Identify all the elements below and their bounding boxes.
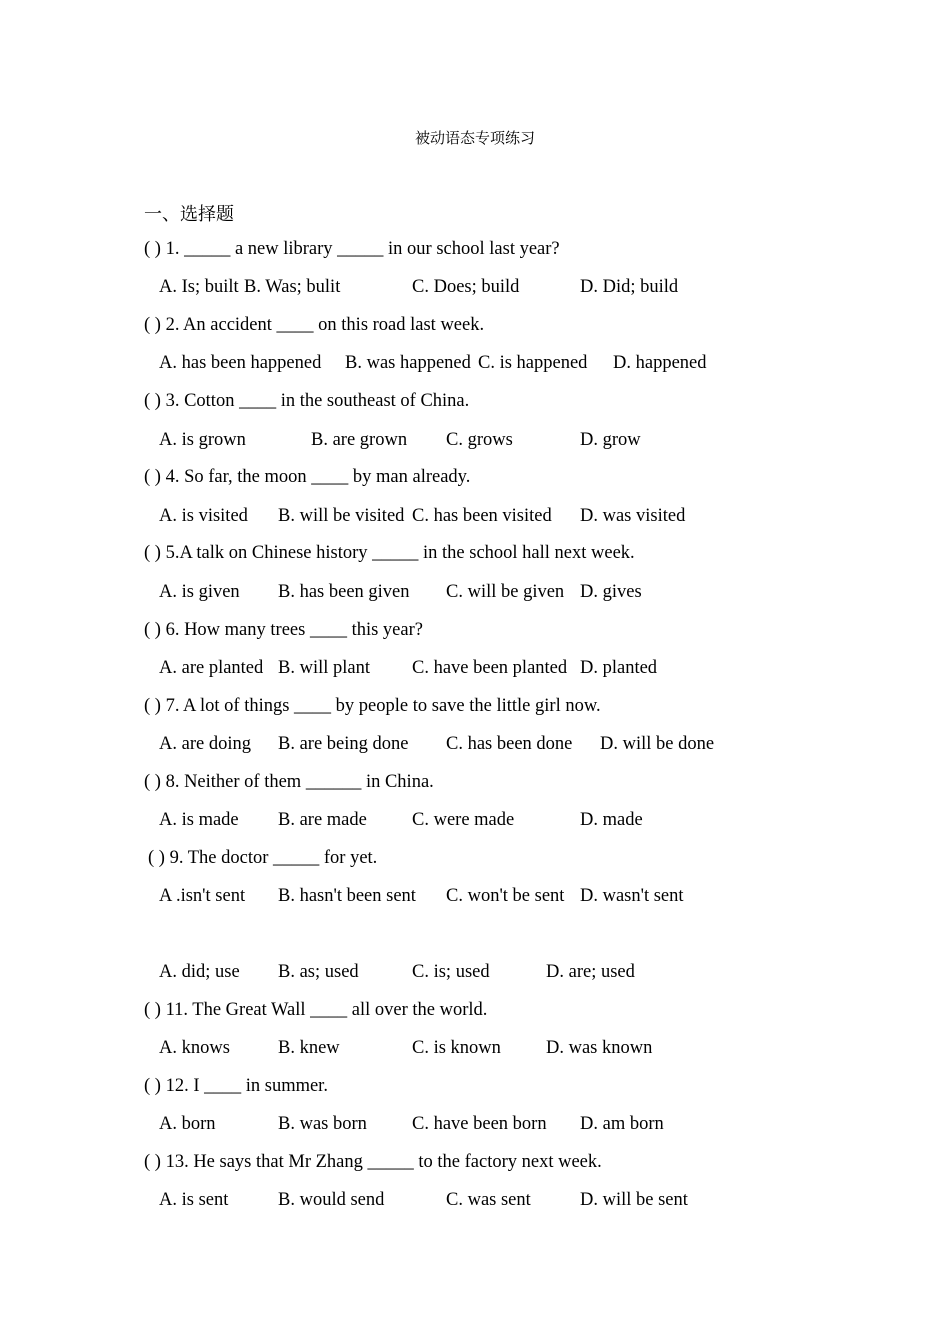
option-d: D. will be done <box>600 734 715 754</box>
option-a: A. are doing <box>159 734 251 754</box>
option-d: D. made <box>580 810 643 830</box>
page-title: 被动语态专项练习 <box>414 129 535 147</box>
question-5: ( ) 5.A talk on Chinese history _____ in the school hall next week. <box>144 543 635 563</box>
option-b: B. has been given <box>278 582 410 602</box>
option-d: D. Did; build <box>580 277 679 297</box>
option-b: B. as; used <box>278 962 359 982</box>
option-c: C. were made <box>412 810 515 830</box>
option-c: C. won't be sent <box>446 886 565 906</box>
option-b: B. will plant <box>278 658 370 678</box>
option-c: C. is known <box>412 1038 501 1058</box>
option-d: D. planted <box>580 658 658 678</box>
question-11: ( ) 11. The Great Wall ____ all over the world. <box>144 1000 488 1020</box>
option-b: B. are grown <box>311 430 408 450</box>
option-d: D. wasn't sent <box>580 886 684 906</box>
option-a: A .isn't sent <box>159 886 246 906</box>
option-d: D. grow <box>580 430 641 450</box>
option-a: A. did; use <box>159 962 240 982</box>
option-a: A. Is; built <box>159 277 239 297</box>
option-c: C. is; used <box>412 962 490 982</box>
option-c: C. have been born <box>412 1114 547 1134</box>
option-a: A. has been happened <box>159 353 322 373</box>
option-b: B. Was; bulit <box>244 277 341 297</box>
option-d: D. was known <box>546 1038 653 1058</box>
option-c: C. has been done <box>446 734 573 754</box>
option-b: B. are being done <box>278 734 409 754</box>
option-a: A. is made <box>159 810 239 830</box>
option-a: A. is visited <box>159 506 248 526</box>
option-c: C. Does; build <box>412 277 520 297</box>
option-a: A. is sent <box>159 1190 229 1210</box>
question-9: ( ) 9. The doctor _____ for yet. <box>148 848 378 868</box>
option-d: D. happened <box>613 353 707 373</box>
question-4: ( ) 4. So far, the moon ____ by man already. <box>144 467 471 487</box>
option-c: C. will be given <box>446 582 565 602</box>
question-12: ( ) 12. I ____ in summer. <box>144 1076 328 1096</box>
option-b: B. would send <box>278 1190 385 1210</box>
option-a: A. is given <box>159 582 240 602</box>
option-c: C. grows <box>446 430 513 450</box>
section-heading: 一、选择题 <box>144 204 234 225</box>
question-6: ( ) 6. How many trees ____ this year? <box>144 620 423 640</box>
option-b: B. was born <box>278 1114 367 1134</box>
question-2: ( ) 2. An accident ____ on this road last week. <box>144 315 485 335</box>
option-b: B. knew <box>278 1038 340 1058</box>
question-13: ( ) 13. He says that Mr Zhang _____ to the factory next week. <box>144 1152 602 1172</box>
option-b: B. are made <box>278 810 367 830</box>
question-1: ( ) 1. _____ a new library _____ in our school last year? <box>144 239 560 259</box>
option-c: C. have been planted <box>412 658 568 678</box>
option-a: A. knows <box>159 1038 230 1058</box>
option-c: C. is happened <box>478 353 588 373</box>
option-a: A. are planted <box>159 658 264 678</box>
option-a: A. born <box>159 1114 216 1134</box>
option-d: D. will be sent <box>580 1190 688 1210</box>
option-b: B. will be visited <box>278 506 405 526</box>
question-8: ( ) 8. Neither of them ______ in China. <box>144 772 434 792</box>
option-c: C. has been visited <box>412 506 552 526</box>
question-7: ( ) 7. A lot of things ____ by people to save the little girl now. <box>144 696 601 716</box>
option-d: D. gives <box>580 582 642 602</box>
option-d: D. are; used <box>546 962 635 982</box>
option-c: C. was sent <box>446 1190 531 1210</box>
option-d: D. am born <box>580 1114 664 1134</box>
option-a: A. is grown <box>159 430 246 450</box>
question-3: ( ) 3. Cotton ____ in the southeast of China. <box>144 391 470 411</box>
option-b: B. hasn't been sent <box>278 886 416 906</box>
option-b: B. was happened <box>345 353 471 373</box>
option-d: D. was visited <box>580 506 686 526</box>
